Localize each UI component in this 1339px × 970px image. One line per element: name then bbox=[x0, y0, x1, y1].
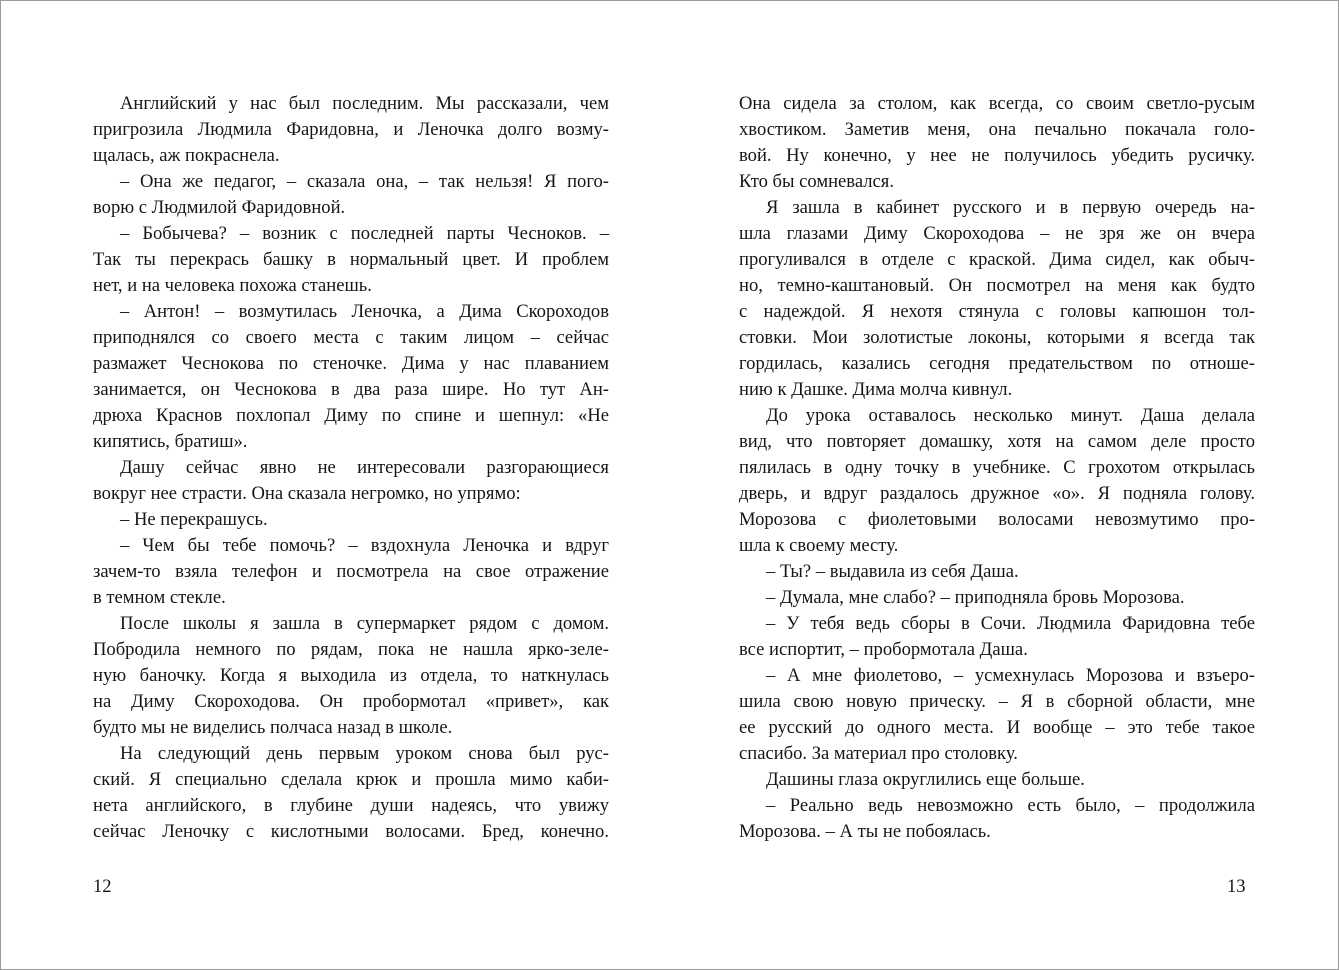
text-line: Морозова с фиолетовыми волосами невозмутимо про- bbox=[739, 509, 1255, 530]
text-line: с надеждой. Я нехотя стянула с головы капюшон тол- bbox=[739, 301, 1255, 322]
text-line: шла к своему месту. bbox=[739, 535, 899, 556]
text-line: ную баночку. Когда я выходила из отдела, то наткнулась bbox=[93, 665, 609, 686]
text-line: кипятись, братиш». bbox=[93, 431, 248, 452]
text-line: в темном стекле. bbox=[93, 587, 226, 608]
text-line: занимается, он Чеснокова в два раза шире. Но тут Ан- bbox=[93, 379, 609, 400]
text-line: вид, что повторяет домашку, хотя на самом деле просто bbox=[739, 431, 1255, 452]
text-line: Побродила немного по рядам, пока не нашла ярко-зеле- bbox=[93, 639, 609, 660]
text-line: шла глазами Диму Скороходова – не зря же он вчера bbox=[739, 223, 1255, 244]
text-line: Английский у нас был последним. Мы рассказали, чем bbox=[120, 93, 609, 114]
text-line: зачем-то взяла телефон и посмотрела на свое отражение bbox=[93, 561, 609, 582]
text-line: Так ты перекрась башку в нормальный цвет. И проблем bbox=[93, 249, 609, 270]
text-line: дрюха Краснов похлопал Диму по спине и шепнул: «Не bbox=[93, 405, 609, 426]
text-line: щалась, аж покраснела. bbox=[93, 145, 280, 166]
text-line: на Диму Скороходова. Он пробормотал «привет», как bbox=[93, 691, 609, 712]
text-line: Кто бы сомневался. bbox=[739, 171, 894, 192]
text-line: – Думала, мне слабо? – приподняла бровь Морозова. bbox=[766, 587, 1185, 608]
text-line: все испортит, – пробормотала Даша. bbox=[739, 639, 1028, 660]
text-line: Дашины глаза округлились еще больше. bbox=[766, 769, 1085, 790]
text-line: – Она же педагог, – сказала она, – так нельзя! Я пого- bbox=[120, 171, 609, 192]
left-page-number: 12 bbox=[93, 876, 112, 897]
text-line: нета английского, в глубине души надеясь, что увижу bbox=[93, 795, 609, 816]
text-line: Она сидела за столом, как всегда, со своим светло-русым bbox=[739, 93, 1255, 114]
text-line: – Реально ведь невозможно есть было, – продолжила bbox=[766, 795, 1255, 816]
text-line: вокруг нее страсти. Она сказала негромко, но упрямо: bbox=[93, 483, 521, 504]
text-line: ский. Я специально сделала крюк и прошла мимо каби- bbox=[93, 769, 609, 790]
text-line: пялилась в одну точку в учебнике. С грохотом открылась bbox=[739, 457, 1255, 478]
text-line: гордилась, казались сегодня предательством по отноше- bbox=[739, 353, 1255, 374]
text-line: Дашу сейчас явно не интересовали разгорающиеся bbox=[120, 457, 609, 478]
text-line: Я зашла в кабинет русского и в первую очередь на- bbox=[766, 197, 1255, 218]
text-line: На следующий день первым уроком снова был рус- bbox=[120, 743, 609, 764]
text-line: стовки. Мои золотистые локоны, которыми я всегда так bbox=[739, 327, 1255, 348]
text-line: – Не перекрашусь. bbox=[120, 509, 268, 530]
text-line: приподнялся со своего места с таким лицом – сейчас bbox=[93, 327, 609, 348]
right-page-text bbox=[739, 91, 1255, 845]
text-line: ворю с Людмилой Фаридовной. bbox=[93, 197, 346, 218]
text-line: прогуливался в отделе с краской. Дима сидел, как обыч- bbox=[739, 249, 1255, 270]
right-page-number: 13 bbox=[1227, 876, 1246, 897]
text-line: – У тебя ведь сборы в Сочи. Людмила Фаридовна тебе bbox=[766, 613, 1255, 634]
text-line: размажет Чеснокова по стеночке. Дима у нас плаванием bbox=[93, 353, 609, 374]
text-line: После школы я зашла в супермаркет рядом с домом. bbox=[120, 613, 609, 634]
text-line: хвостиком. Заметив меня, она печально покачала голо- bbox=[739, 119, 1255, 140]
text-line: Морозова. – А ты не побоялась. bbox=[739, 821, 991, 842]
text-line: спасибо. За материал про столовку. bbox=[739, 743, 1018, 764]
left-page-text bbox=[93, 91, 609, 845]
text-line: – А мне фиолетово, – усмехнулась Морозова и взъеро- bbox=[766, 665, 1255, 686]
text-line: ее русский до одного места. И вообще – это тебе такое bbox=[739, 717, 1255, 738]
text-line: пригрозила Людмила Фаридовна, и Леночка долго возму- bbox=[93, 119, 609, 140]
text-line: – Бобычева? – возник с последней парты Чесноков. – bbox=[120, 223, 609, 244]
text-line: будто мы не виделись полчаса назад в школе. bbox=[93, 717, 453, 738]
text-line: сейчас Леночку с кислотными волосами. Бред, конечно. bbox=[93, 821, 609, 842]
text-line: нет, и на человека похожа станешь. bbox=[93, 275, 372, 296]
text-line: нию к Дашке. Дима молча кивнул. bbox=[739, 379, 1013, 400]
text-line: шила свою новую прическу. – Я в сборной области, мне bbox=[739, 691, 1255, 712]
text-line: – Ты? – выдавила из себя Даша. bbox=[766, 561, 1019, 582]
text-line: – Чем бы тебе помочь? – вздохнула Леночка и вдруг bbox=[120, 535, 609, 556]
text-line: До урока оставалось несколько минут. Даша делала bbox=[766, 405, 1255, 426]
text-line: – Антон! – возмутилась Леночка, а Дима Скороходов bbox=[120, 301, 609, 322]
text-line: но, темно-каштановый. Он посмотрел на меня как будто bbox=[739, 275, 1255, 296]
text-line: дверь, и вдруг раздалось дружное «о». Я подняла голову. bbox=[739, 483, 1255, 504]
text-line: вой. Ну конечно, у нее не получилось убедить русичку. bbox=[739, 145, 1255, 166]
